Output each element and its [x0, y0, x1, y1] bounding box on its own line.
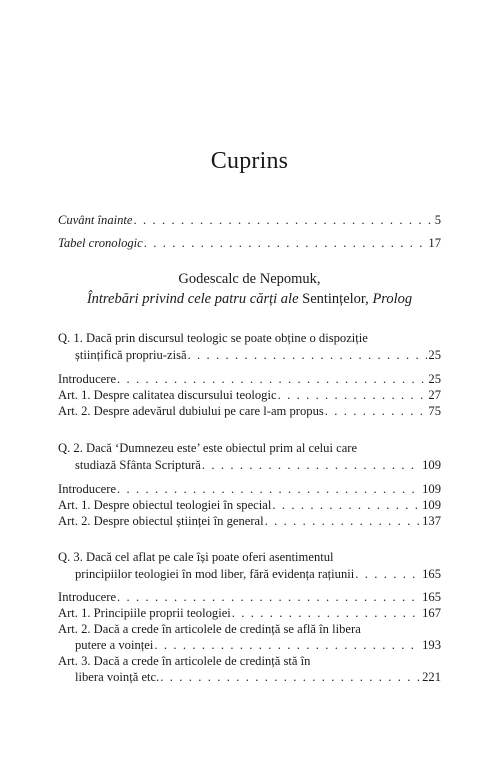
art-2-heading[interactable]: Art. 2. Dacă a crede în articolele de credință se află în libera	[58, 622, 361, 636]
dot-leader	[117, 481, 421, 497]
toc-entry[interactable]	[58, 387, 441, 403]
dot-leader	[325, 403, 428, 419]
toc-entry-label: Art. 1. Despre calitatea discursului teologic	[58, 388, 277, 402]
question-1-entry[interactable]	[75, 347, 441, 363]
toc-entry-label: Introducere	[58, 482, 117, 496]
toc-entry[interactable]	[58, 481, 441, 497]
dot-leader	[232, 605, 421, 621]
toc-entry-page: 167	[422, 606, 441, 620]
toc-entry-label: Tabel cronologic	[58, 236, 143, 250]
toc-entry-label: putere a voinței	[75, 638, 154, 652]
dot-leader	[160, 669, 421, 685]
toc-entry[interactable]	[58, 497, 441, 513]
toc-entry-label: studiază Sfânta Scriptură	[75, 458, 201, 472]
toc-entry-label: Introducere	[58, 590, 117, 604]
dot-leader	[134, 212, 434, 228]
dot-leader	[154, 637, 421, 653]
dot-leader	[272, 497, 421, 513]
toc-entry-page: 109	[422, 498, 441, 512]
section-heading-line2	[0, 290, 499, 309]
question-3-heading[interactable]: Q. 3. Dacă cel aflat pe cale își poate oferi asentimentul	[58, 550, 334, 564]
toc-entry-page: 137	[422, 514, 441, 528]
toc-entry-label: Art. 1. Despre obiectul teologiei în special	[58, 498, 272, 512]
dot-leader	[202, 457, 421, 473]
toc-entry[interactable]	[58, 589, 441, 605]
question-1-heading[interactable]: Q. 1. Dacă prin discursul teologic se poate obține o dispoziție	[58, 331, 368, 345]
toc-entry-label: Art. 2. Despre obiectul științei în general	[58, 514, 264, 528]
art-3-entry[interactable]	[75, 669, 441, 685]
toc-entry-page: 109	[422, 458, 441, 472]
toc-entry-label: libera voință etc.	[75, 670, 160, 684]
section-heading-italic: Întrebări privind cele patru cărți ale	[86, 291, 299, 307]
toc-entry[interactable]	[58, 235, 441, 251]
dot-leader	[117, 371, 427, 387]
question-2-heading[interactable]: Q. 2. Dacă ‘Dumnezeu este’ este obiectul prim al celui care	[58, 441, 358, 455]
dot-leader	[265, 513, 421, 529]
toc-entry-page: 165	[422, 567, 441, 581]
dot-leader	[278, 387, 428, 403]
question-2-entry[interactable]	[75, 457, 441, 473]
dot-leader	[144, 235, 428, 251]
section-heading-prolog: Prolog	[372, 291, 413, 307]
question-3-entry[interactable]	[75, 566, 441, 582]
dot-leader	[355, 566, 421, 582]
toc-entry-label: Art. 2. Despre adevărul dubiului pe care l-am propus	[58, 404, 324, 418]
dot-leader	[188, 347, 428, 363]
toc-entry-page: 221	[422, 670, 441, 684]
art-3-heading[interactable]: Art. 3. Dacă a crede în articolele de credință stă în	[58, 654, 311, 668]
art-2-entry[interactable]	[75, 637, 441, 653]
toc-entry-page: 17	[428, 236, 441, 250]
toc-entry-page: 75	[428, 404, 441, 418]
toc-entry-page: 193	[422, 638, 441, 652]
toc-entry-page: 27	[428, 388, 441, 402]
section-heading-line1: Godescalc de Nepomuk,	[178, 271, 321, 287]
toc-entry-label: științifică propriu-zisă	[75, 348, 187, 362]
toc-entry-page: 5	[434, 213, 441, 227]
toc-entry-page: 25	[428, 348, 441, 362]
toc-entry[interactable]	[58, 371, 441, 387]
toc-entry-page: 109	[422, 482, 441, 496]
toc-entry-page: 165	[422, 590, 441, 604]
toc-entry[interactable]	[58, 403, 441, 419]
toc-entry[interactable]	[58, 212, 441, 228]
page-title: Cuprins	[210, 148, 289, 174]
dot-leader	[117, 589, 421, 605]
toc-entry-page: 25	[428, 372, 441, 386]
section-heading-roman: Sentințelor,	[298, 291, 373, 307]
toc-entry-label: Introducere	[58, 372, 117, 386]
toc-entry-label: Art. 1. Principiile proprii teologiei	[58, 606, 231, 620]
toc-entry[interactable]	[58, 605, 441, 621]
toc-entry-label: Cuvânt înainte	[58, 213, 133, 227]
toc-entry[interactable]	[58, 513, 441, 529]
toc-entry-label: principiilor teologiei în mod liber, fără evidența rațiunii	[75, 567, 355, 581]
